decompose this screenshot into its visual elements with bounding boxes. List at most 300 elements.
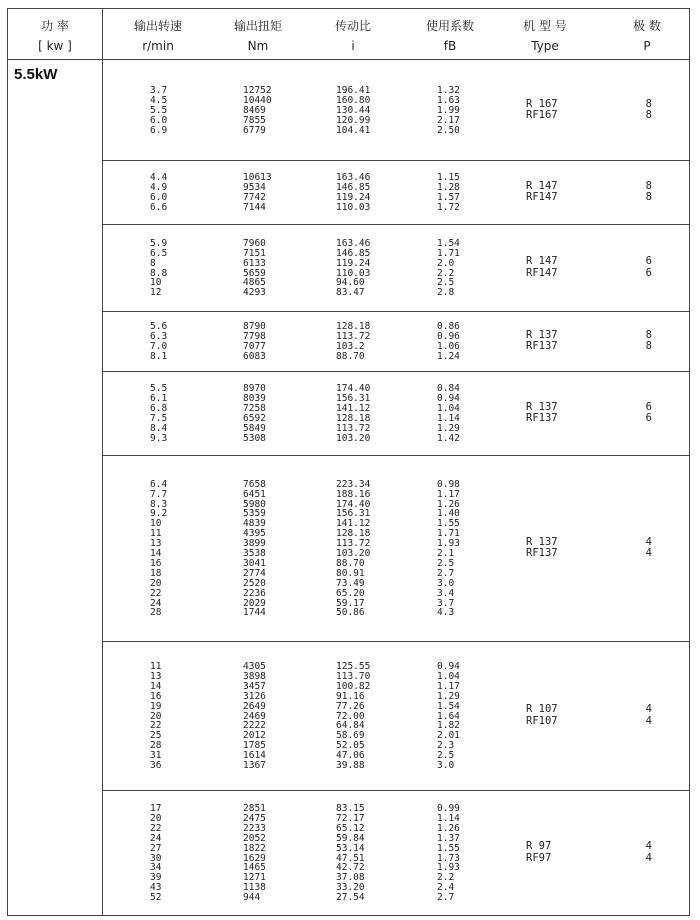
torque-cell: 8790 [243,321,266,333]
ratio-cell: 113.72 [336,331,371,343]
ratio-cell: 53.14 [336,842,365,854]
pole-value: 8 [645,328,652,341]
group-2-column [437,173,460,213]
torque-cell: 7855 [243,114,266,126]
factor-cell: 1.17 [437,488,460,500]
torque-cell: 12752 [243,85,272,97]
factor-cell: 1.57 [437,192,460,203]
header-power-unit: [ kw ] [38,39,72,53]
factor-cell: 0.86 [437,321,460,333]
factor-cell: 2.0 [437,257,455,269]
pole-value: 4 [645,840,652,852]
torque-cell: 8469 [243,105,266,117]
factor-cell: 1.93 [437,862,460,874]
torque-cell: 6779 [243,124,266,136]
factor-cell: 1.17 [437,680,460,692]
group-4-column [437,322,460,362]
factor-cell: 0.94 [437,661,460,673]
torque-cell: 4839 [243,518,266,530]
type-label: R 147 [526,255,558,267]
factor-cell: 1.28 [437,182,460,194]
factor-cell: 1.24 [437,350,460,362]
group-separator [102,641,690,642]
ratio-cell: 160.80 [336,95,371,107]
pole-count [642,181,652,204]
header-poles [612,16,682,56]
ratio-cell: 110.03 [336,267,371,279]
speed-cell: 27 [150,842,162,854]
factor-cell: 1.40 [437,508,460,520]
ratio-cell: 72.17 [336,812,365,824]
group-1-column [437,86,460,136]
factor-cell: 1.15 [437,172,460,184]
power-rating: 5.5kW [14,66,58,83]
factor-cell: 1.29 [437,690,460,702]
torque-cell: 7151 [243,247,266,259]
header-output-speed [118,16,198,56]
ratio-cell: 80.91 [336,567,365,579]
factor-cell: 1.04 [437,670,460,682]
factor-cell: 2.2 [437,872,455,884]
ratio-cell: 163.46 [336,237,371,249]
speed-cell: 10 [150,518,162,530]
ratio-cell: 88.70 [336,350,365,362]
factor-cell: 2.17 [437,114,460,126]
torque-cell: 2236 [243,587,266,599]
pole-value: 6 [645,400,652,413]
ratio-cell: 188.16 [336,488,371,500]
header-poles-label: 极 数 [633,19,661,33]
header-power-label: 功 率 [41,19,69,33]
header-speed-label: 输出转速 [133,19,182,33]
header-type-unit: Type [531,39,559,53]
ratio-cell: 163.46 [336,172,371,184]
factor-cell: 1.26 [437,822,460,834]
factor-cell: 0.94 [437,393,460,405]
group-2-column [150,173,167,213]
pole-value: 8 [645,179,652,192]
type-label: R 97 [526,840,552,852]
torque-cell: 5849 [243,422,266,434]
torque-cell: 4865 [243,277,266,289]
factor-cell: 1.37 [437,832,460,844]
ratio-cell: 128.18 [336,321,371,333]
torque-cell: 7658 [243,478,266,490]
torque-cell: 5980 [243,498,266,510]
type-label: RF167 [526,109,558,121]
speed-cell: 16 [150,557,162,569]
torque-cell: 3457 [243,680,266,692]
speed-cell: 6.3 [150,331,168,343]
speed-cell: 9.2 [150,508,168,520]
pole-value: 8 [645,340,652,352]
ratio-cell: 119.24 [336,257,371,269]
factor-cell: 1.99 [437,105,460,117]
factor-cell: 1.42 [437,432,460,444]
factor-cell: 1.82 [437,720,460,732]
factor-cell: 2.8 [437,287,455,299]
header-ratio-label: 传动比 [334,19,371,33]
speed-cell: 39 [150,872,162,884]
factor-cell: 1.29 [437,422,460,434]
ratio-cell: 91.16 [336,690,365,702]
torque-cell: 4305 [243,661,266,673]
speed-cell: 6.9 [150,124,168,136]
speed-cell: 24 [150,597,162,609]
torque-cell: 1744 [243,607,266,619]
factor-cell: 2.2 [437,267,455,279]
ratio-cell: 103.20 [336,432,371,444]
ratio-cell: 103.2 [336,341,365,352]
torque-cell: 7798 [243,331,266,343]
speed-cell: 22 [150,720,162,732]
type-label: RF137 [526,412,558,424]
factor-cell: 1.72 [437,201,460,213]
group-7-column [243,662,266,771]
speed-cell: 8.1 [150,350,168,362]
ratio-cell: 125.55 [336,661,371,673]
ratio-cell: 65.20 [336,587,365,599]
header-torque-unit: Nm [247,39,269,53]
speed-cell: 4.9 [150,182,168,194]
ratio-cell: 39.88 [336,760,365,772]
group-2-column [336,173,370,213]
torque-cell: 1138 [243,882,266,894]
table-border-left [7,8,8,915]
pole-value: 4 [645,547,652,559]
ratio-cell: 72.00 [336,710,365,722]
factor-cell: 1.55 [437,518,460,530]
pole-value: 4 [645,851,652,864]
factor-cell: 1.04 [437,403,460,415]
torque-cell: 5359 [243,508,266,520]
torque-cell: 2851 [243,803,266,814]
group-3-column [437,239,460,298]
type-label: R 167 [526,97,558,110]
pole-count [642,256,652,279]
speed-cell: 13 [150,538,162,550]
ratio-cell: 77.26 [336,700,365,712]
speed-cell: 34 [150,862,162,874]
factor-cell: 0.96 [437,331,460,343]
group-1-column [243,86,272,136]
speed-cell: 18 [150,567,162,579]
speed-cell: 52 [150,892,162,904]
torque-cell: 944 [243,892,261,904]
factor-cell: 3.0 [437,760,455,772]
header-poles-unit: P [643,39,651,53]
factor-cell: 3.0 [437,577,455,589]
speed-cell: 6.6 [150,201,168,213]
torque-cell: 2469 [243,710,266,722]
factor-cell: 1.64 [437,710,460,722]
table-border-top [7,8,690,9]
torque-cell: 1465 [243,862,266,874]
factor-cell: 0.84 [437,383,460,395]
header-service-factor [405,16,495,56]
torque-cell: 2052 [243,832,266,844]
group-8-column [150,804,161,903]
factor-cell: 2.7 [437,567,455,579]
speed-cell: 6.8 [150,403,168,415]
pole-count [642,537,652,560]
table-border-right [689,8,690,915]
model-type [526,537,558,560]
type-label: R 107 [526,703,558,715]
ratio-cell: 58.69 [336,730,365,742]
torque-cell: 8039 [243,393,266,405]
type-label: RF107 [526,714,558,727]
ratio-cell: 94.60 [336,277,365,289]
torque-cell: 3041 [243,557,266,569]
factor-cell: 2.5 [437,750,455,762]
header-type-label: 机 型 号 [523,19,567,33]
ratio-cell: 146.85 [336,247,371,259]
speed-cell: 6.5 [150,247,168,259]
torque-cell: 1271 [243,872,266,884]
group-1-column [150,86,167,136]
speed-cell: 30 [150,852,162,864]
speed-cell: 8.3 [150,498,168,510]
factor-cell: 1.73 [437,852,460,864]
type-label: R 147 [526,179,558,192]
factor-cell: 1.54 [437,700,460,712]
group-1-column [336,86,370,136]
torque-cell: 2012 [243,730,266,742]
speed-cell: 14 [150,548,162,560]
speed-cell: 7.7 [150,488,168,500]
factor-cell: 1.71 [437,247,460,259]
pole-value: 4 [645,535,652,548]
group-7-column [336,662,370,771]
speed-cell: 28 [150,607,162,619]
torque-cell: 5308 [243,432,266,444]
speed-cell: 20 [150,812,162,824]
ratio-cell: 103.20 [336,548,371,560]
factor-cell: 1.14 [437,812,460,824]
factor-cell: 2.1 [437,548,455,560]
speed-cell: 8.4 [150,422,168,434]
ratio-cell: 223.34 [336,478,371,490]
torque-cell: 7960 [243,237,266,249]
type-label: R 137 [526,400,558,413]
header-speed-unit: r/min [142,39,174,53]
pole-count [642,99,652,122]
group-2-column [243,173,272,213]
torque-cell: 7077 [243,341,266,352]
torque-cell: 1822 [243,842,266,854]
torque-cell: 2222 [243,720,266,732]
ratio-cell: 100.82 [336,680,371,692]
speed-cell: 36 [150,760,162,772]
speed-cell: 17 [150,803,162,814]
factor-cell: 0.99 [437,803,460,814]
speed-cell: 11 [150,661,162,673]
speed-cell: 20 [150,710,162,722]
pole-value: 4 [645,714,652,727]
speed-cell: 7.0 [150,341,168,352]
speed-cell: 14 [150,680,162,692]
model-type [526,841,551,864]
torque-cell: 6133 [243,257,266,269]
speed-cell: 19 [150,700,162,712]
group-6-column [437,480,460,619]
pole-value: 4 [645,703,652,715]
factor-cell: 1.26 [437,498,460,510]
ratio-cell: 120.99 [336,114,371,126]
group-separator [102,371,690,372]
torque-cell: 2475 [243,812,266,824]
group-7-column [437,662,460,771]
ratio-cell: 110.03 [336,201,371,213]
factor-cell: 1.32 [437,85,460,97]
ratio-cell: 83.47 [336,287,365,299]
type-label: R 137 [526,328,558,341]
factor-cell: 2.3 [437,740,455,752]
model-type [526,704,558,727]
speed-cell: 28 [150,740,162,752]
header-output-torque [218,16,298,56]
header-factor-label: 使用系数 [425,19,474,33]
torque-cell: 1367 [243,760,266,772]
torque-cell: 2649 [243,700,266,712]
group-separator [102,455,690,456]
group-separator [102,160,690,161]
speed-cell: 6.1 [150,393,168,405]
pole-value: 8 [645,191,652,203]
factor-cell: 1.71 [437,528,460,540]
speed-cell: 9.3 [150,432,168,444]
pole-value: 6 [645,266,652,279]
group-8-column [437,804,460,903]
model-type [526,99,558,122]
speed-cell: 43 [150,882,162,894]
group-5-column [437,384,460,443]
factor-cell: 2.50 [437,124,460,136]
speed-cell: 20 [150,577,162,589]
ratio-cell: 37.08 [336,872,365,884]
type-label: R 137 [526,535,558,548]
ratio-cell: 130.44 [336,105,371,117]
group-6-column [150,480,167,619]
group-3-column [336,239,370,298]
group-8-column [243,804,266,903]
model-type [526,181,558,204]
torque-cell: 3126 [243,690,266,702]
factor-cell: 4.3 [437,607,455,619]
ratio-cell: 88.70 [336,557,365,569]
torque-cell: 2233 [243,822,266,834]
model-type [526,330,558,353]
group-separator [102,224,690,225]
group-5-column [150,384,167,443]
speed-cell: 4.4 [150,172,168,184]
speed-cell: 5.5 [150,383,168,395]
group-6-column [336,480,370,619]
ratio-cell: 83.15 [336,803,365,814]
factor-cell: 2.4 [437,882,455,894]
group-5-column [336,384,370,443]
model-type [526,402,558,425]
factor-cell: 1.55 [437,842,460,854]
ratio-cell: 64.84 [336,720,365,732]
ratio-cell: 65.12 [336,822,365,834]
torque-cell: 10440 [243,95,272,107]
torque-cell: 7742 [243,192,266,203]
pole-count [642,841,652,864]
factor-cell: 3.4 [437,587,455,599]
speed-cell: 13 [150,670,162,682]
ratio-cell: 128.18 [336,528,371,540]
group-7-column [150,662,161,771]
factor-cell: 0.98 [437,478,460,490]
header-separator [7,59,690,60]
speed-cell: 8.8 [150,267,168,279]
speed-cell: 6.4 [150,478,168,490]
speed-cell: 6.0 [150,192,168,203]
type-label: RF147 [526,191,558,203]
speed-cell: 22 [150,822,162,834]
speed-cell: 12 [150,287,162,299]
torque-cell: 7144 [243,201,266,213]
pole-value: 6 [645,255,652,267]
ratio-cell: 113.72 [336,538,371,550]
factor-cell: 1.54 [437,237,460,249]
torque-cell: 9534 [243,182,266,194]
ratio-cell: 59.17 [336,597,365,609]
speed-cell: 24 [150,832,162,844]
torque-cell: 3538 [243,548,266,560]
group-3-column [150,239,167,298]
table-border-bottom [7,915,690,916]
torque-cell: 5659 [243,267,266,279]
type-label: RF97 [526,851,552,864]
pole-count [642,704,652,727]
pole-value: 8 [645,109,652,121]
ratio-cell: 146.85 [336,182,371,194]
speed-cell: 16 [150,690,162,702]
ratio-cell: 174.40 [336,383,371,395]
torque-cell: 10613 [243,172,272,184]
factor-cell: 1.06 [437,341,460,352]
speed-cell: 8 [150,257,156,269]
pole-value: 8 [645,97,652,110]
column-divider [102,8,103,915]
ratio-cell: 47.51 [336,852,365,864]
pole-count [642,330,652,353]
ratio-cell: 174.40 [336,498,371,510]
factor-cell: 1.63 [437,95,460,107]
factor-cell: 2.01 [437,730,460,742]
torque-cell: 2029 [243,597,266,609]
header-power [8,16,102,56]
group-5-column [243,384,266,443]
speed-cell: 5.5 [150,105,168,117]
ratio-cell: 27.54 [336,892,365,904]
group-4-column [336,322,370,362]
ratio-cell: 128.18 [336,413,371,425]
group-6-column [243,480,266,619]
type-label: RF147 [526,266,558,279]
torque-cell: 6083 [243,350,266,362]
factor-cell: 1.14 [437,413,460,425]
torque-cell: 3899 [243,538,266,550]
header-ratio-unit: i [351,39,355,53]
ratio-cell: 104.41 [336,124,371,136]
ratio-cell: 156.31 [336,508,371,520]
factor-cell: 2.5 [437,557,455,569]
pole-value: 6 [645,412,652,424]
